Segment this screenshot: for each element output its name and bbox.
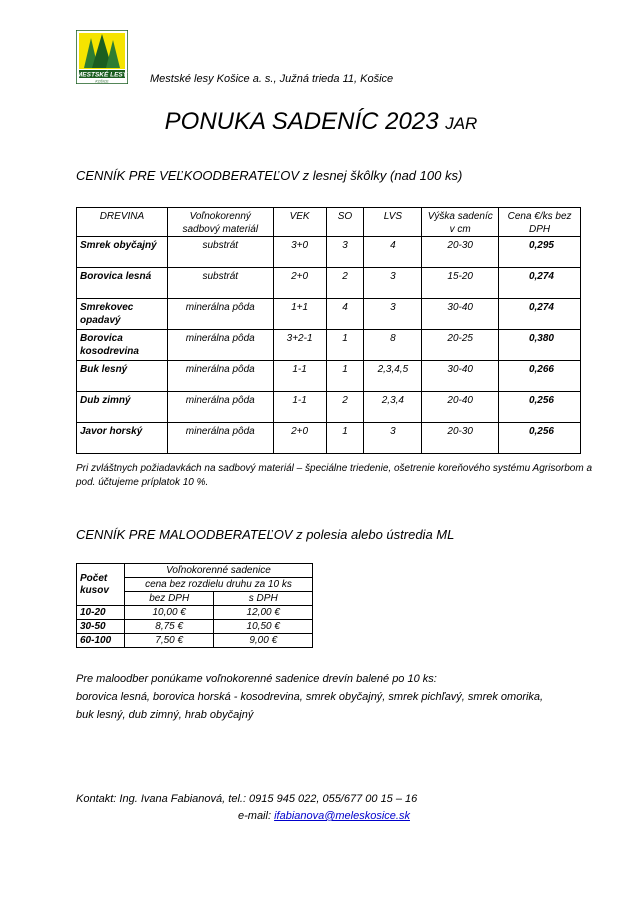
table-row: [77, 620, 313, 634]
cell-vyska: 20-40: [422, 392, 499, 423]
cell-cena: 0,295: [499, 237, 581, 268]
cell-lvs: 8: [364, 330, 422, 361]
col-header-with-vat: s DPH: [214, 592, 313, 606]
cell-count: 30-50: [77, 620, 125, 634]
cell-drevina: Borovica lesná: [77, 268, 168, 299]
cell-so: 2: [326, 392, 364, 423]
col-header-vyska: Výška sadeníc v cm: [422, 208, 499, 237]
email-label: e-mail:: [238, 810, 272, 822]
email-link[interactable]: ifabianova@meleskosice.sk: [274, 810, 410, 822]
cell-vyska: 30-40: [422, 361, 499, 392]
table-row: [77, 268, 581, 299]
cell-material: minerálna pôda: [167, 423, 273, 454]
cell-vek: 2+0: [273, 423, 326, 454]
retail-price-table: [76, 563, 313, 648]
col-header-without-vat: bez DPH: [124, 592, 214, 606]
cell-so: 4: [326, 299, 364, 330]
col-header-lvs: LVS: [364, 208, 422, 237]
cell-cena: 0,256: [499, 392, 581, 423]
cell-cena: 0,274: [499, 268, 581, 299]
retail-note-species: borovica lesná, borovica horská - kosodrevina, smrek obyčajný, smrek pichľavý, smrek omorika, buk lesný, dub zimný, hrab obyčajný: [76, 691, 544, 721]
cell-cena: 0,380: [499, 330, 581, 361]
cell-drevina: Smrekovec opadavý: [77, 299, 168, 330]
cell-vek: 3+2-1: [273, 330, 326, 361]
table-row: [77, 423, 581, 454]
cell-lvs: 3: [364, 299, 422, 330]
cell-vyska: 20-30: [422, 423, 499, 454]
table-row: [77, 299, 581, 330]
cell-vek: 1+1: [273, 299, 326, 330]
wholesale-price-table: [76, 207, 581, 454]
cell-material: minerálna pôda: [167, 299, 273, 330]
svg-text:KOŠICE: KOŠICE: [95, 79, 109, 84]
cell-vyska: 20-30: [422, 237, 499, 268]
surcharge-note: Pri zvláštnych požiadavkách na sadbový materiál – špeciálne triedenie, ošetrenie koreňového systému Agrisorbom a pod. účtujeme príplatok 10 %.: [76, 463, 593, 488]
email-line: [238, 810, 410, 822]
cell-drevina: Smrek obyčajný: [77, 237, 168, 268]
table-row: [77, 237, 581, 268]
cell-material: substrát: [167, 237, 273, 268]
title-suffix: JAR: [445, 114, 478, 133]
contact-line: Kontakt: Ing. Ivana Fabianová, tel.: 0915 945 022, 055/677 00 15 – 16: [76, 793, 418, 805]
table2-subtitle: cena bez rozdielu druhu za 10 ks: [124, 578, 312, 592]
cell-material: minerálna pôda: [167, 361, 273, 392]
table-row: [77, 330, 581, 361]
cell-lvs: 3: [364, 423, 422, 454]
cell-vyska: 30-40: [422, 299, 499, 330]
table-row: [77, 361, 581, 392]
cell-cena: 0,266: [499, 361, 581, 392]
cell-vek: 2+0: [273, 268, 326, 299]
retail-note: [76, 670, 546, 724]
cell-cena: 0,274: [499, 299, 581, 330]
cell-with-vat: 9,00 €: [214, 634, 313, 648]
cell-drevina: Borovica kosodrevina: [77, 330, 168, 361]
cell-with-vat: 12,00 €: [214, 606, 313, 620]
retail-note-line1: Pre maloodber ponúkame voľnokorenné sadenice drevín balené po 10 ks:: [76, 673, 437, 685]
table2-title: Voľnokorenné sadenice: [124, 564, 312, 578]
cell-lvs: 3: [364, 268, 422, 299]
col-header-count: Počet kusov: [77, 564, 125, 606]
svg-text:MESTSKÉ LESY: MESTSKÉ LESY: [76, 71, 128, 79]
title-main: PONUKA SADENÍC 2023: [164, 108, 439, 135]
cell-so: 1: [326, 423, 364, 454]
company-logo: [76, 30, 128, 84]
cell-cena: 0,256: [499, 423, 581, 454]
cell-without-vat: 10,00 €: [124, 606, 214, 620]
cell-so: 1: [326, 330, 364, 361]
cell-count: 60-100: [77, 634, 125, 648]
section-heading-retail: CENNÍK PRE MALOODBERATEĽOV z polesia alebo ústredia ML: [76, 527, 455, 542]
cell-lvs: 2,3,4,5: [364, 361, 422, 392]
table-row: [77, 392, 581, 423]
table-row: [77, 606, 313, 620]
table-header-row: [77, 208, 581, 237]
cell-material: minerálna pôda: [167, 392, 273, 423]
section-heading-wholesale: CENNÍK PRE VEĽKOODBERATEĽOV z lesnej škôlky (nad 100 ks): [76, 168, 463, 183]
cell-without-vat: 7,50 €: [124, 634, 214, 648]
cell-drevina: Buk lesný: [77, 361, 168, 392]
cell-with-vat: 10,50 €: [214, 620, 313, 634]
col-header-cena: Cena €/ks bez DPH: [499, 208, 581, 237]
cell-vek: 1-1: [273, 392, 326, 423]
col-header-vek: VEK: [273, 208, 326, 237]
cell-so: 2: [326, 268, 364, 299]
cell-vek: 1-1: [273, 361, 326, 392]
company-address: Mestské lesy Košice a. s., Južná trieda 11, Košice: [150, 73, 394, 85]
cell-so: 1: [326, 361, 364, 392]
cell-so: 3: [326, 237, 364, 268]
cell-drevina: Dub zimný: [77, 392, 168, 423]
table-row: [77, 634, 313, 648]
cell-material: minerálna pôda: [167, 330, 273, 361]
cell-vyska: 15-20: [422, 268, 499, 299]
col-header-drevina: DREVINA: [77, 208, 168, 237]
col-header-so: SO: [326, 208, 364, 237]
cell-material: substrát: [167, 268, 273, 299]
cell-without-vat: 8,75 €: [124, 620, 214, 634]
cell-drevina: Javor horský: [77, 423, 168, 454]
cell-lvs: 4: [364, 237, 422, 268]
cell-count: 10-20: [77, 606, 125, 620]
cell-lvs: 2,3,4: [364, 392, 422, 423]
cell-vyska: 20-25: [422, 330, 499, 361]
page-title: [0, 108, 642, 136]
cell-vek: 3+0: [273, 237, 326, 268]
col-header-material: Voľnokorenný sadbový materiál: [167, 208, 273, 237]
